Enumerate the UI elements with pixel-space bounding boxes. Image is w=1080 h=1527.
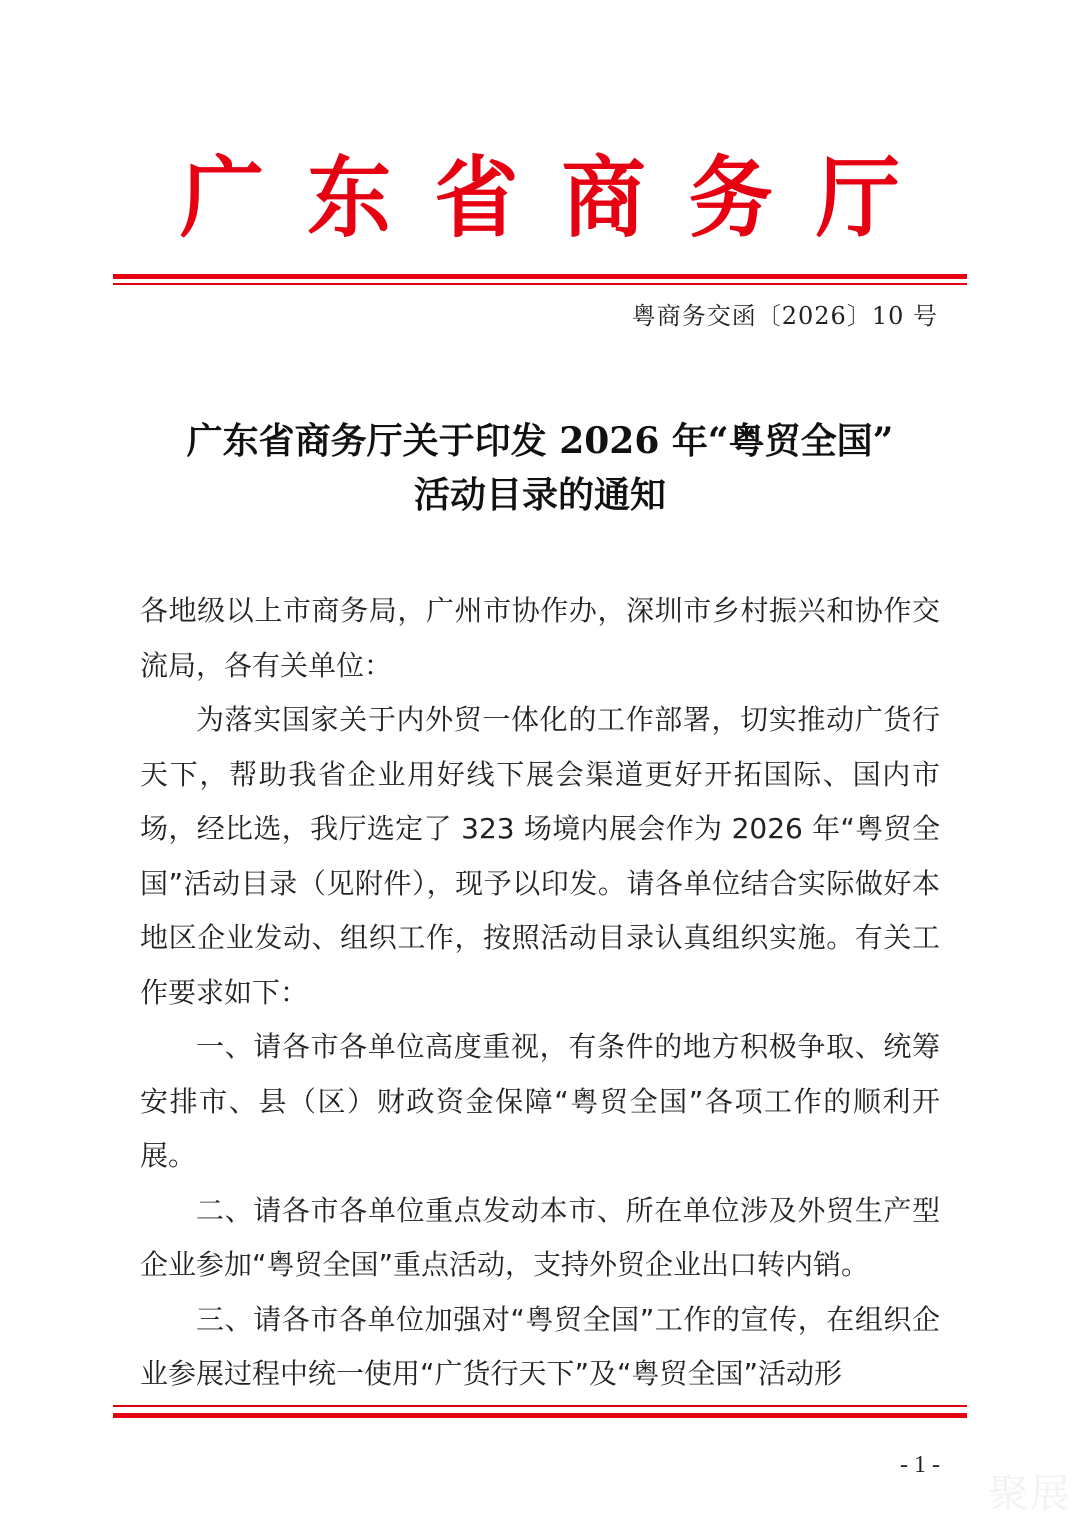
masthead-char: 商 xyxy=(561,145,646,250)
masthead-char: 厅 xyxy=(815,145,900,250)
title-line-2: 活动目录的通知 xyxy=(413,474,666,516)
watermark: 聚展 xyxy=(988,1471,1072,1517)
masthead-char: 广 xyxy=(180,145,265,250)
footer-divider-thick xyxy=(113,1413,967,1418)
masthead xyxy=(180,145,900,250)
body-paragraph: 一、请各市各单位高度重视，有条件的地方积极争取、统筹安排市、县（区）财政资金保障“粤贸全国”各项工作的顺利开展。 xyxy=(140,1030,940,1172)
title-line-1: 广东省商务厅关于印发 2026 年“粤贸全国” xyxy=(186,420,894,462)
salutation: 各地级以上市商务局，广州市协作办，深圳市乡村振兴和协作交流局，各有关单位： xyxy=(140,594,940,682)
body-paragraph: 三、请各市各单位加强对“粤贸全国”工作的宣传，在组织企业参展过程中统一使用“广货行天下”及“粤贸全国”活动形 xyxy=(140,1302,940,1390)
document-body xyxy=(140,584,940,1402)
page-number: - 1 - xyxy=(900,1452,940,1478)
header-divider-thin xyxy=(113,283,967,285)
body-paragraph: 为落实国家关于内外贸一体化的工作部署，切实推动广货行天下，帮助我省企业用好线下展会渠道更好开拓国际、国内市场，经比选，我厅选定了 323 场境内展会作为 2026 年“粤贸全国”活动目录（见附件），现予以印发。请各单位结合实际做好本地区企业发动、组织工作，按照活动目录认真组织实施。有关工作要求如下： xyxy=(140,703,940,1009)
masthead-char: 东 xyxy=(307,145,392,250)
footer-divider-thin xyxy=(113,1405,967,1407)
masthead-char: 省 xyxy=(434,145,519,250)
masthead-char: 务 xyxy=(688,145,773,250)
body-paragraph: 二、请各市各单位重点发动本市、所在单位涉及外贸生产型企业参加“粤贸全国”重点活动，支持外贸企业出口转内销。 xyxy=(140,1193,940,1281)
document-title xyxy=(0,414,1080,522)
document-number: 粤商务交函〔2026〕10 号 xyxy=(631,302,938,330)
header-divider-thick xyxy=(113,274,967,279)
